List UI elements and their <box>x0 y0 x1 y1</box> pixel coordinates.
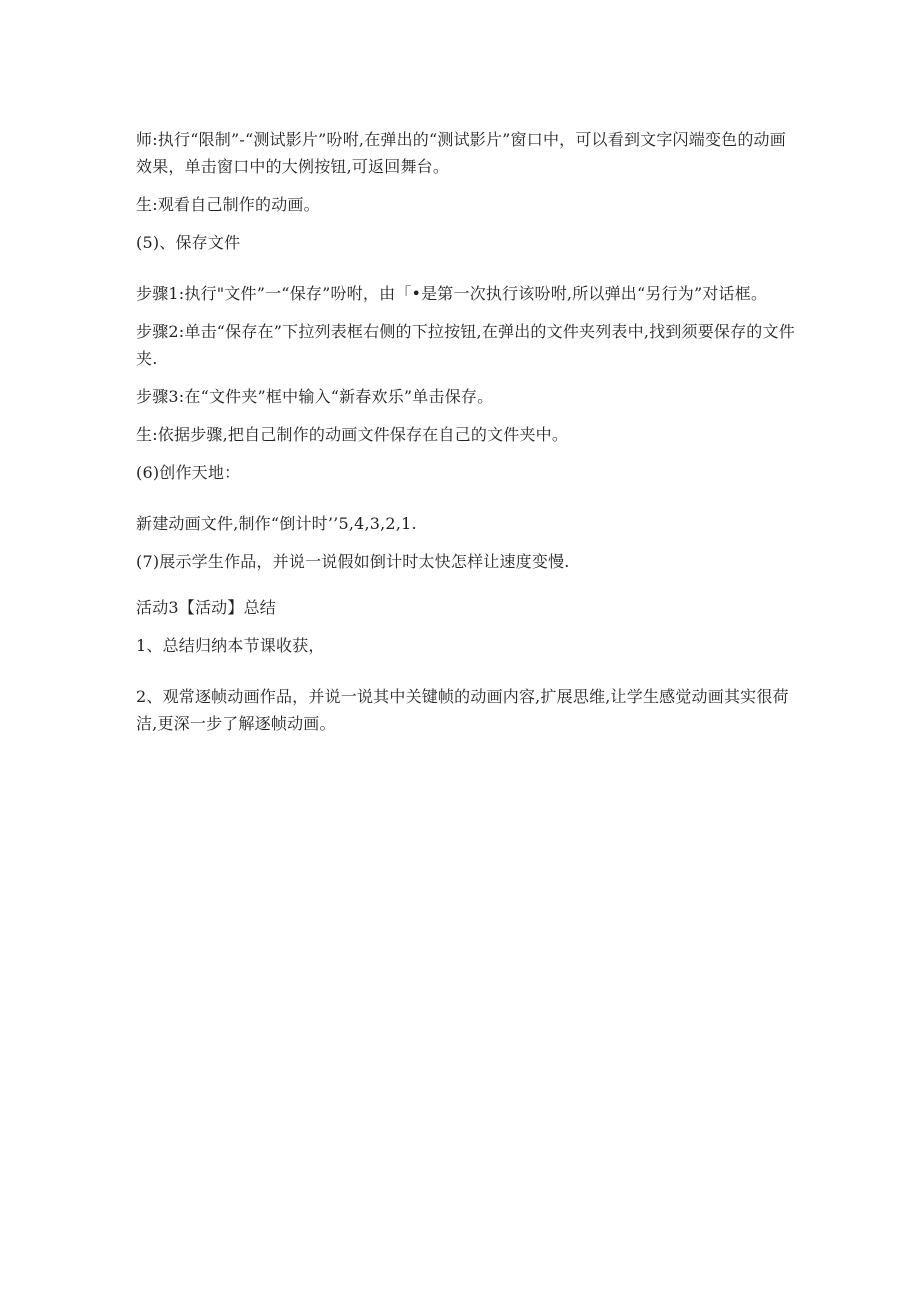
paragraph-summary-2: 2、观常逐帧动画作品，并说一说其中关键帧的动画内容,扩展思维,让学生感觉动画其实很荷洁,更深一步了解逐帧动画。 <box>136 687 789 733</box>
section-heading-creative: (6)创作天地： <box>136 463 241 482</box>
paragraph-step-2: 步骤2:单击“保存在”下拉列表框右侧的下拉按钮,在弹出的文件夹列表中,找到须要保存的文件夹. <box>136 322 795 368</box>
paragraph-student-watch: 生:观看自己制作的动画。 <box>136 195 320 214</box>
document-body <box>136 126 796 737</box>
paragraph-teacher-test-movie: 师:执行“限制”-“测试影片”吩咐,在弹出的“测试影片”窗口中，可以看到文字闪端变色的动画效果，单击窗口中的大例按钮,可返回舞台。 <box>136 130 786 176</box>
paragraph-summary-1: 1、总结归纳本节课收获， <box>136 636 325 655</box>
section-heading-save-file: (5)、保存文件 <box>136 233 241 252</box>
paragraph-step-3: 步骤3:在“文件夹”框中输入“新春欢乐”单击保存。 <box>136 387 494 406</box>
paragraph-student-save: 生:依据步骤,把自己制作的动画文件保存在自己的文件夹中。 <box>136 425 569 444</box>
paragraph-show-works: (7)展示学生作品，并说一说假如倒计时太快怎样让速度变慢. <box>136 552 570 571</box>
paragraph-step-1: 步骤1:执行"文件”一“保存”吩咐，由「•是第一次执行该吩咐,所以弹出“另行为”对话框。 <box>136 284 768 303</box>
paragraph-countdown: 新建动画文件,制作“倒计时’’5,4,3,2,1. <box>136 514 417 533</box>
section-heading-activity-3: 活动3【活动】总结 <box>136 598 276 617</box>
